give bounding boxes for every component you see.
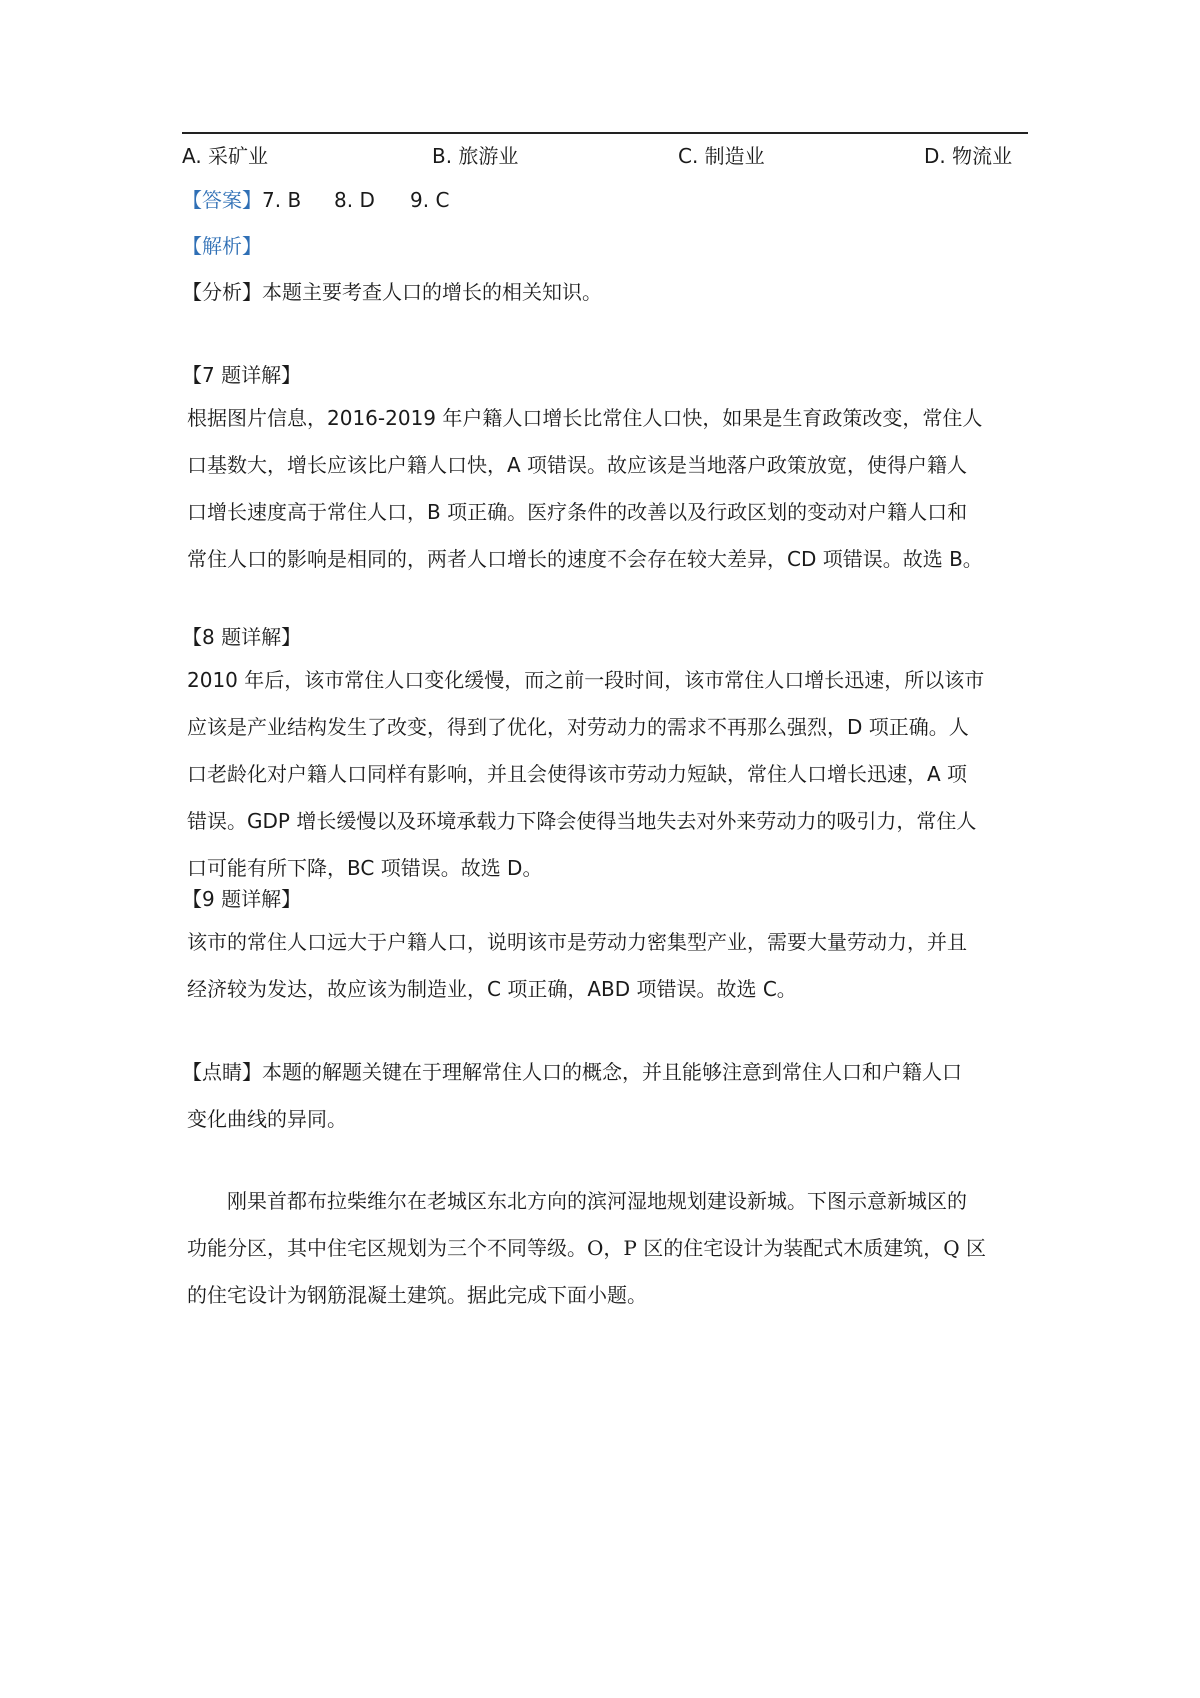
q7-line-3: 口增长速度高于常住人口，B 项正确。医疗条件的改善以及行政区划的变动对户籍人口和: [187, 500, 968, 524]
point-line-2: 变化曲线的异同。: [187, 1107, 347, 1131]
q7-line-1: 根据图片信息，2016-2019 年户籍人口增长比常住人口快，如果是生育政策改变，常住人: [187, 406, 983, 430]
passage-line-3: 的住宅设计为钢筋混凝土建筑。据此完成下面小题。: [187, 1283, 647, 1307]
answer-9: 9. C: [410, 188, 450, 212]
answer-7: 7. B: [262, 188, 302, 212]
passage-line-1: 刚果首都布拉柴维尔在老城区东北方向的滨河湿地规划建设新城。下图示意新城区的: [227, 1189, 967, 1213]
q9-line-1: 该市的常住人口远大于户籍人口，说明该市是劳动力密集型产业，需要大量劳动力，并且: [187, 930, 967, 954]
q8-title: 【8 题详解】: [182, 625, 302, 649]
q8-line-3: 口老龄化对户籍人口同样有影响，并且会使得该市劳动力短缺，常住人口增长迅速，A 项: [187, 762, 968, 786]
q8-line-4: 错误。GDP 增长缓慢以及环境承载力下降会使得当地失去对外来劳动力的吸引力，常住人: [187, 809, 977, 833]
analysis-tag: 【解析】: [182, 234, 262, 258]
q8-line-5: 口可能有所下降，BC 项错误。故选 D。: [187, 856, 543, 880]
q8-line-1: 2010 年后，该市常住人口变化缓慢，而之前一段时间，该市常住人口增长迅速，所以该市: [187, 668, 985, 692]
passage-line-2: 功能分区，其中住宅区规划为三个不同等级。O，P 区的住宅设计为装配式木质建筑，Q 区: [187, 1236, 986, 1260]
header-rule: [182, 132, 1028, 134]
point-line-1: 【点睛】本题的解题关键在于理解常住人口的概念，并且能够注意到常住人口和户籍人口: [182, 1060, 962, 1084]
q9-line-2: 经济较为发达，故应该为制造业，C 项正确，ABD 项错误。故选 C。: [187, 977, 797, 1001]
q7-line-2: 口基数大，增长应该比户籍人口快，A 项错误。故应该是当地落户政策放宽，使得户籍人: [187, 453, 968, 477]
answer-line: [182, 186, 1028, 214]
q9-title: 【9 题详解】: [182, 887, 302, 911]
option-c: C. 制造业: [678, 144, 765, 168]
option-d: D. 物流业: [924, 144, 1013, 168]
q7-title: 【7 题详解】: [182, 363, 302, 387]
answer-tag: 【答案】: [182, 188, 262, 212]
option-a: A. 采矿业: [182, 144, 269, 168]
option-b: B. 旅游业: [432, 144, 519, 168]
q7-line-4: 常住人口的影响是相同的，两者人口增长的速度不会存在较大差异，CD 项错误。故选 B。: [187, 547, 983, 571]
q8-line-2: 应该是产业结构发生了改变，得到了优化，对劳动力的需求不再那么强烈，D 项正确。人: [187, 715, 969, 739]
analysis-intro: 【分析】本题主要考查人口的增长的相关知识。: [182, 280, 602, 304]
answer-8: 8. D: [334, 188, 375, 212]
